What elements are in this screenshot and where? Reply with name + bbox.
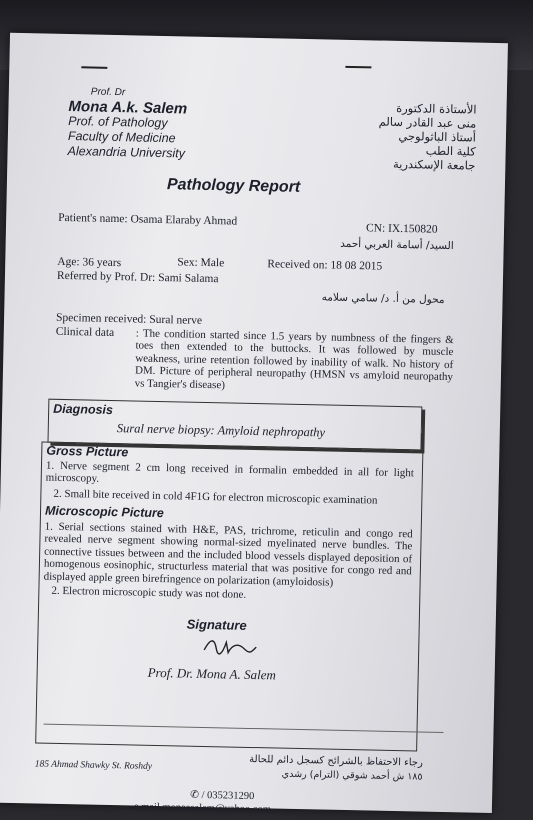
letterhead-line: Prof. of Pathology bbox=[68, 114, 168, 131]
received-label: Received on: bbox=[267, 258, 328, 272]
patient-name: Osama Elaraby Ahmad bbox=[130, 213, 238, 228]
letterhead-arabic-line: أستاذ الباثولوجي bbox=[398, 128, 477, 145]
letterhead-line: Alexandria University bbox=[67, 144, 186, 161]
received-field bbox=[267, 258, 382, 272]
referred-arabic: محول من أ. د/ سامي سلامه bbox=[321, 291, 445, 306]
signature-heading: Signature bbox=[186, 616, 247, 633]
sex-value: Male bbox=[200, 256, 225, 270]
gross-item: 1. Nerve segment 2 cm long received in formalin embedded in all for light microscopy. bbox=[45, 459, 415, 486]
letterhead-arabic-line: كلية الطب bbox=[425, 143, 476, 159]
referred-by: Referred by Prof. Dr: Sami Salama bbox=[56, 269, 219, 286]
gross-heading: Gross Picture bbox=[46, 443, 129, 460]
specimen-label: Specimen received: bbox=[55, 311, 147, 326]
clinical-text: : The condition started since 1.5 years by numbness of the fingers & toes then extended to the buttocks. It was followed by muscle weakness, urine retention followed by inability of walk. No history of DM. Picture of peripheral neuropathy (HMSN vs amyloid neuropathy vs Tangier's disease) bbox=[134, 327, 454, 391]
divider bbox=[345, 66, 371, 69]
received-value: 18 08 2015 bbox=[330, 259, 383, 273]
letterhead-arabic-line: جامعة الإسكندرية bbox=[392, 156, 476, 173]
cn-value: IX.150820 bbox=[387, 222, 438, 236]
doctor-name: Mona A.k. Salem bbox=[68, 98, 188, 118]
divider bbox=[81, 66, 107, 69]
sex-field bbox=[177, 256, 224, 269]
footer-email: e.mail.monaasalem@yahoo.com bbox=[133, 801, 272, 816]
specimen-row bbox=[56, 312, 202, 327]
footer-address: 185 Ahmad Shawky St. Roshdy bbox=[34, 759, 153, 772]
report-title: Pathology Report bbox=[166, 176, 301, 196]
micro-item: 1. Serial sections stained with H&E, PAS, trichrome, reticulin and congo red revealed nerve segment showing normal-sized myelinated nerve bundles. The connective tissues between and the included blood vessels displayed deposition of homogenous eosinophic, structurless material that was positive for congo red and displayed apple green birefringence on polarization (amyloidosis) bbox=[43, 520, 413, 589]
footer-address-arabic: ١٨٥ ش أحمد شوقي (الترام) رشدي bbox=[281, 768, 423, 783]
age-field bbox=[57, 256, 121, 269]
letterhead-line: Faculty of Medicine bbox=[67, 129, 176, 146]
micro-heading: Microscopic Picture bbox=[44, 503, 164, 521]
letterhead-arabic-line: منى عبد القادر سالم bbox=[378, 114, 477, 131]
footer-phone: ✆ / 035231290 bbox=[190, 789, 255, 803]
sex-label: Sex: bbox=[177, 256, 198, 269]
age-label: Age: bbox=[57, 255, 80, 269]
letterhead-arabic bbox=[315, 99, 476, 172]
clinical-label: Clinical data bbox=[55, 325, 115, 340]
letterhead-arabic-line: الأستاذة الدكتورة bbox=[396, 100, 477, 117]
report-body-box bbox=[35, 442, 423, 752]
diagnosis-heading: Diagnosis bbox=[53, 401, 114, 418]
patient-name-row bbox=[58, 212, 237, 228]
patient-name-label: Patient's name: bbox=[58, 211, 128, 226]
prof-dr-label: Prof. Dr bbox=[90, 86, 126, 99]
age-value: 36 years bbox=[82, 256, 122, 270]
diagnosis-text: Sural nerve biopsy: Amyloid nephropathy bbox=[116, 421, 326, 440]
case-number bbox=[366, 222, 438, 235]
gross-item: 2. Small bite received in cold 4F1G for electron microscopic examination bbox=[53, 487, 378, 507]
slides-notice: رجاء الاحتفاظ بالشرائح كسجل دائم للحالة bbox=[249, 753, 423, 769]
handwritten-signature-icon bbox=[198, 634, 258, 659]
letterhead-english bbox=[67, 84, 187, 161]
cn-label: CN: bbox=[365, 222, 386, 235]
signature-name: Prof. Dr. Mona A. Salem bbox=[147, 664, 277, 683]
report-paper bbox=[0, 33, 508, 816]
micro-item: 2. Electron microscopic study was not done. bbox=[51, 584, 247, 601]
specimen-value: Sural nerve bbox=[149, 313, 203, 327]
patient-name-arabic: السيد/ أسامة العربي أحمد bbox=[340, 237, 454, 253]
